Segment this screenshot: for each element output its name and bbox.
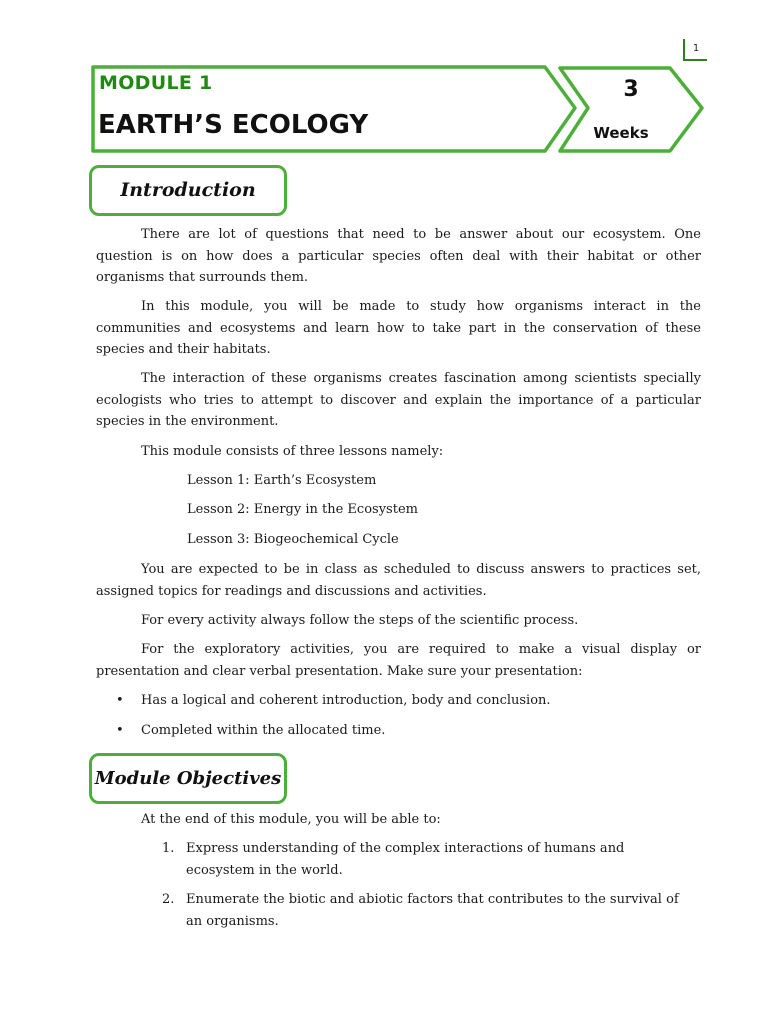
- objectives-lead: At the end of this module, you will be able to:: [141, 812, 441, 827]
- objective-item: Express understanding of the complex interactions of humans and ecosystem in the world.: [186, 841, 625, 878]
- page-number: 1: [683, 39, 707, 61]
- intro-paragraph: There are lot of questions that need to be answer about our ecosystem. One question is on how does a particular species often deal with their habitat or other organisms that surrounds them.: [96, 227, 701, 285]
- intro-paragraph: The interaction of these organisms creates fascination among scientists specially ecologists who tries to attempt to discover and explain the importance of a particular species in the environment.: [96, 371, 701, 429]
- module-label: MODULE 1: [99, 72, 213, 94]
- lesson-item: Lesson 3: Biogeochemical Cycle: [187, 532, 399, 547]
- objective-number: 2.: [162, 892, 175, 907]
- bullet-item: Has a logical and coherent introduction, body and conclusion.: [141, 693, 551, 708]
- module-title: EARTH’S ECOLOGY: [98, 110, 369, 140]
- bullet-icon: •: [116, 693, 124, 708]
- duration-unit: Weeks: [593, 124, 649, 142]
- intro-paragraph: In this module, you will be made to study how organisms interact in the communities and ecosystems and learn how to take part in the conservation of these species and their habitats.: [96, 299, 701, 357]
- bullet-icon: •: [116, 723, 124, 738]
- lesson-item: Lesson 2: Energy in the Ecosystem: [187, 502, 418, 517]
- introduction-heading: Introduction: [89, 165, 287, 216]
- intro-paragraph: For the exploratory activities, you are required to make a visual display or presentation and clear verbal presentation. Make sure your presentation:: [96, 642, 701, 679]
- bullet-item: Completed within the allocated time.: [141, 723, 386, 738]
- intro-paragraph: For every activity always follow the steps of the scientific process.: [141, 613, 579, 628]
- intro-paragraph: This module consists of three lessons namely:: [141, 444, 444, 459]
- intro-paragraph: You are expected to be in class as scheduled to discuss answers to practices set, assigned topics for readings and discussions and activities.: [96, 562, 701, 599]
- lesson-item: Lesson 1: Earth’s Ecosystem: [187, 473, 377, 488]
- duration-number: 3: [623, 77, 639, 102]
- objectives-heading: Module Objectives: [89, 753, 287, 804]
- objective-number: 1.: [162, 841, 175, 856]
- objective-item: Enumerate the biotic and abiotic factors that contributes to the survival of an organisms.: [186, 892, 679, 929]
